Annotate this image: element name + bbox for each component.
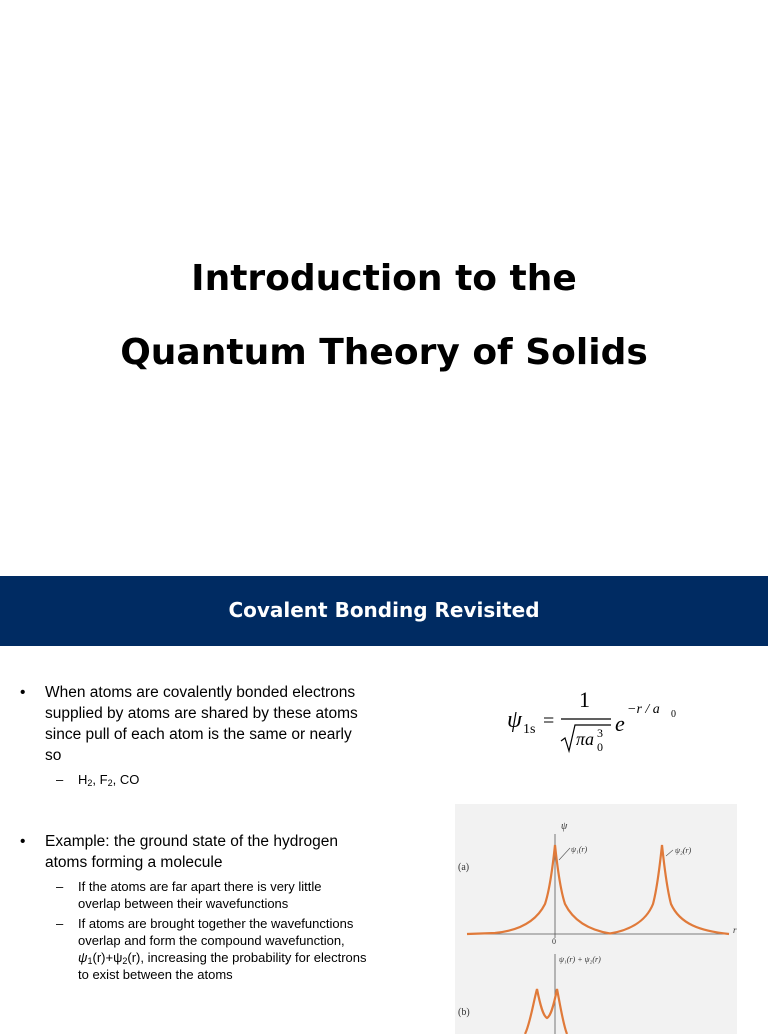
molecule-text: , CO [112,772,140,787]
psi-symbol: ψ [78,950,88,965]
slide-title [0,242,768,390]
molecule-text: H [78,772,88,787]
molecule-text: , F [92,772,108,787]
eq-psi-sub: 1s [523,722,536,737]
subscript: 2 [87,778,93,788]
formula-text: (r), increasing the probability for electrons [127,950,367,965]
sub-bullet-far-apart [18,878,418,912]
sub-bullet-molecules [18,771,418,788]
dash-marker: – [56,916,64,931]
subscript: 2 [107,778,113,788]
sum-label: ψ₁(r) + ψ₂(r) [559,955,601,964]
header-bar [0,576,768,646]
psi2-label: ψ₂(r) [675,846,692,855]
psi-axis-label: ψ [561,821,568,832]
slide-title-line-2: Quantum Theory of Solids [120,332,648,373]
wavefunction-figure [455,804,737,1034]
bullet-example [18,831,418,873]
eq-e: e [615,711,625,736]
sub-bullet-line: If atoms are brought together the wavefunctions [78,916,354,931]
slide-header-title: Covalent Bonding Revisited [228,598,540,622]
sub-bullet-line: to exist between the atoms [78,967,233,982]
eq-pi-a: πa [576,729,595,749]
eq-equals: = [543,710,555,732]
dash-marker: – [56,772,64,787]
sub-bullet-line: If the atoms are far apart there is very little [78,879,322,894]
psi1-label: ψ₁(r) [571,845,588,854]
panel-label-b: (b) [458,1007,470,1018]
bullet-block-1 [18,682,418,788]
subscript: 1 [87,956,93,966]
eq-numerator: 1 [579,687,590,712]
bullet-text-line: • Example: the ground state of the hydrogen [45,833,338,850]
eq-exponent-sub: 0 [671,709,676,720]
sub-bullet-line [78,949,418,966]
bullet-block-2 [18,831,418,983]
eq-exponent: −r / a [627,702,660,717]
zero-tick-label: 0 [552,937,556,946]
r-axis-label: r [733,925,737,935]
sub-bullet-together [18,915,418,983]
eq-a-sub: 0 [597,740,603,754]
figure-background [455,804,737,1034]
bullet-covalent [18,682,418,766]
wavefunction-equation [505,681,685,761]
bullet-text-line: atoms forming a molecule [45,854,223,871]
bullet-text-line: since pull of each atom is the same or nearly [45,726,352,743]
eq-psi: ψ [507,707,522,733]
panel-label-a: (a) [458,862,470,873]
sub-bullet-line: overlap and form the compound wavefunction, [78,933,345,948]
sub-bullet-line: overlap between their wavefunctions [78,896,289,911]
dash-marker: – [56,879,64,894]
bullet-text-line: so [45,747,62,764]
bullet-text-line: • When atoms are covalently bonded electrons [45,684,356,701]
content-slide [0,576,768,1024]
bullet-text-line: supplied by atoms are shared by these atoms [45,705,358,722]
eq-a-sup: 3 [597,726,603,740]
subscript: 2 [122,956,128,966]
formula-text: (r)+ψ [92,950,123,965]
slide-title-line-1: Introduction to the [191,258,577,299]
